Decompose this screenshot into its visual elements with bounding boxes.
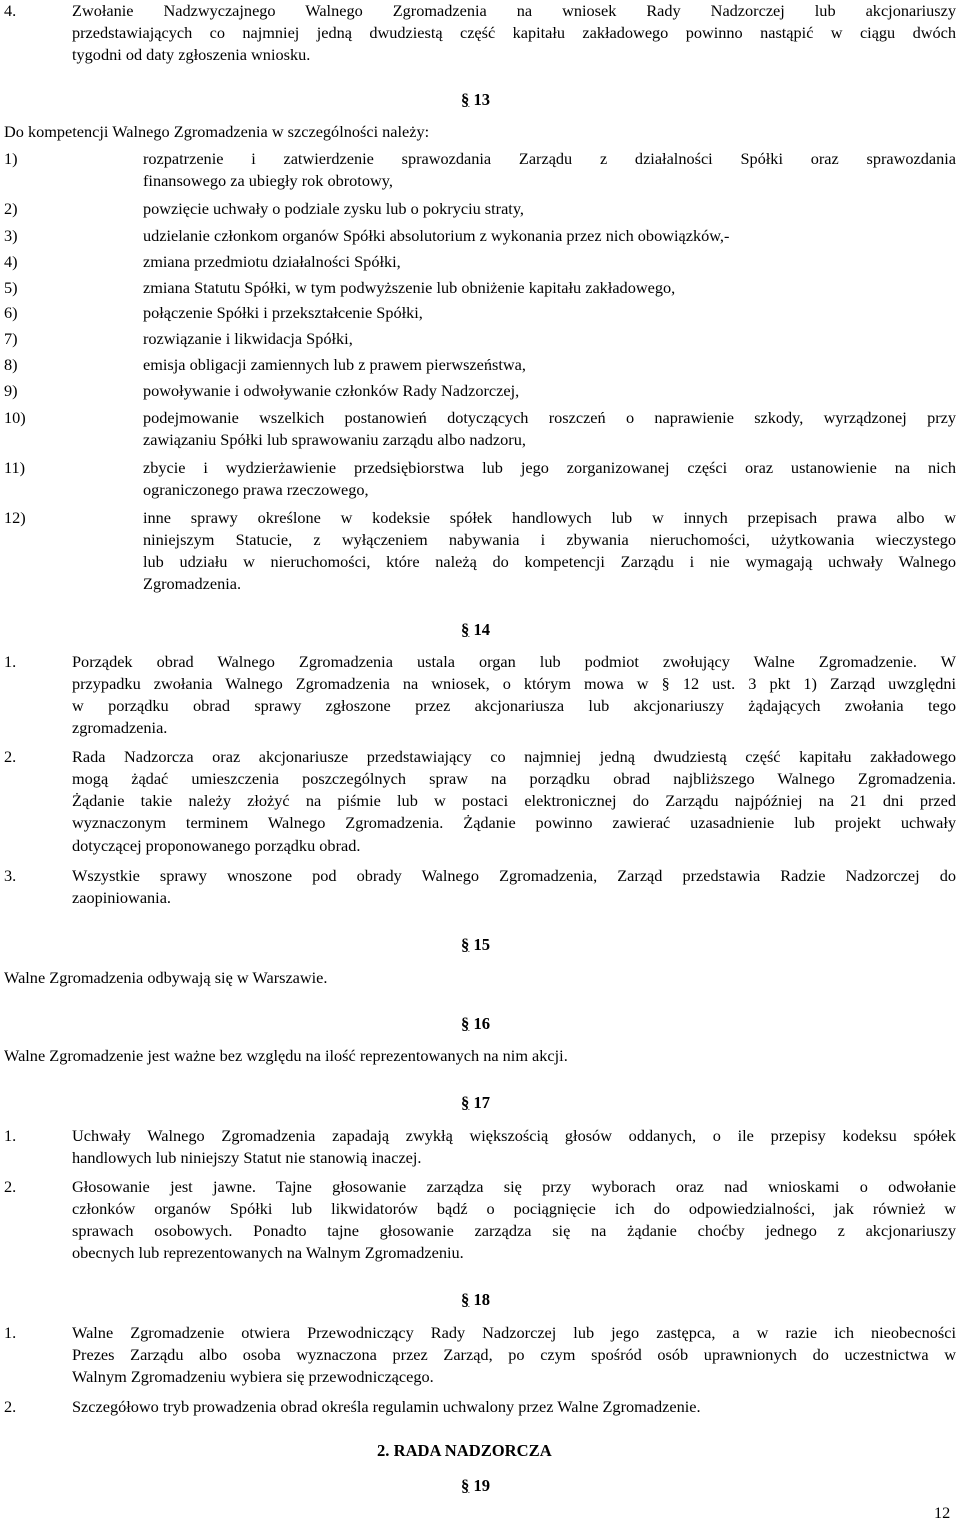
list-line: lub udziału w nieruchomości, które należą do kompetencji Zarządu i nie wymagają uchwały Walnego bbox=[143, 552, 956, 571]
list-line: rozpatrzenie i zatwierdzenie sprawozdania Zarządu z działalności Spółki oraz sprawozdania bbox=[143, 149, 956, 168]
item-line: Walnym Zgromadzeniu wybiera się przewodniczącego. bbox=[72, 1367, 434, 1386]
item-line: przedstawiających co najmniej jedną dwudziestą część kapitału zakładowego powinno nastąpić w ciągu dwóch bbox=[72, 23, 956, 42]
list-number: 2) bbox=[4, 199, 18, 218]
item-number: 2. bbox=[4, 747, 17, 766]
list-line: finansowego za ubiegły rok obrotowy, bbox=[143, 171, 393, 190]
section-heading-18: § 18 bbox=[461, 1290, 491, 1309]
item-line: Zwołanie Nadzwyczajnego Walnego Zgromadzenia na wniosek Rady Nadzorczej lub akcjonariuszy bbox=[72, 1, 956, 20]
item-line: zgromadzenia. bbox=[72, 718, 168, 737]
item-line: wyznaczonym terminem Walnego Zgromadzenia. Żądanie powinno zawierać uzasadnienie lub projekt uchwały bbox=[72, 813, 956, 832]
item-line: Porządek obrad Walnego Zgromadzenia ustala organ lub podmiot zwołujący Walne Zgromadzenie. W bbox=[72, 652, 956, 671]
section-lead: Do kompetencji Walnego Zgromadzenia w szczególności należy: bbox=[4, 122, 430, 141]
list-line: zmiana przedmiotu działalności Spółki, bbox=[143, 252, 401, 271]
item-line: Uchwały Walnego Zgromadzenia zapadają zwykłą większością głosów oddanych, o ile przepisy kodeksu spółek bbox=[72, 1126, 956, 1145]
chapter-heading: 2. RADA NADZORCZA bbox=[377, 1441, 552, 1460]
item-line: Prezes Zarządu albo osoba wyznaczona przez Zarząd, po czym spośród osób uprawnionych do uczestnictwa w bbox=[72, 1345, 956, 1364]
list-number: 6) bbox=[4, 303, 18, 322]
paragraph: Walne Zgromadzenia odbywają się w Warszawie. bbox=[4, 968, 328, 987]
list-number: 8) bbox=[4, 355, 18, 374]
list-line: ograniczonego prawa rzeczowego, bbox=[143, 480, 369, 499]
page-number: 12 bbox=[934, 1503, 951, 1522]
list-number: 9) bbox=[4, 381, 18, 400]
list-line: rozwiązanie i likwidacja Spółki, bbox=[143, 329, 353, 348]
item-number: 3. bbox=[4, 866, 17, 885]
section-heading-16: § 16 bbox=[461, 1014, 491, 1033]
item-line: członków organów Spółki lub likwidatorów bądź o pociągnięcie ich do odpowiedzialności, jak również w bbox=[72, 1199, 956, 1218]
item-line: Żądanie takie należy złożyć na piśmie lub w postaci elektronicznej do Zarządu najpóźniej na 21 dni przed bbox=[72, 791, 956, 810]
list-line: Zgromadzenia. bbox=[143, 574, 242, 593]
item-line: Wszystkie sprawy wnoszone pod obrady Walnego Zgromadzenia, Zarząd przedstawia Radzie Nadzorczej do bbox=[72, 866, 956, 885]
item-number: 4. bbox=[4, 1, 17, 20]
list-line: zawiązaniu Spółki lub sprawowaniu zarządu albo nadzoru, bbox=[143, 430, 526, 449]
list-line: zmiana Statutu Spółki, w tym podwyższenie lub obniżenie kapitału zakładowego, bbox=[143, 278, 676, 297]
item-line: obecnych lub reprezentowanych na Walnym Zgromadzeniu. bbox=[72, 1243, 464, 1262]
item-line: zaopiniowania. bbox=[72, 888, 172, 907]
list-number: 1) bbox=[4, 149, 18, 168]
list-number: 12) bbox=[4, 508, 26, 527]
item-number: 1. bbox=[4, 652, 17, 671]
item-line: mogą żądać umieszczenia poszczególnych spraw na porządku obrad najbliższego Walnego Zgromadzenia. bbox=[72, 769, 956, 788]
item-number: 1. bbox=[4, 1126, 17, 1145]
list-number: 11) bbox=[4, 458, 26, 477]
item-line: Głosowanie jest jawne. Tajne głosowanie zarządza się przy wyborach oraz nad wnioskami o odwołanie bbox=[72, 1177, 956, 1196]
section-heading-14: § 14 bbox=[461, 620, 491, 639]
item-line: Szczegółowo tryb prowadzenia obrad określa regulamin uchwalony przez Walne Zgromadzenie. bbox=[72, 1397, 701, 1416]
section-heading-19: § 19 bbox=[461, 1476, 491, 1495]
item-line: tygodni od daty zgłoszenia wniosku. bbox=[72, 45, 311, 64]
list-line: inne sprawy określone w kodeksie spółek handlowych lub w innych przepisach prawa albo w bbox=[143, 508, 956, 527]
item-line: Walne Zgromadzenie otwiera Przewodniczący Rady Nadzorczej lub jego zastępca, a w razie ich nieobecności bbox=[72, 1323, 956, 1342]
list-number: 3) bbox=[4, 226, 18, 245]
list-number: 5) bbox=[4, 278, 18, 297]
section-heading-13: § 13 bbox=[461, 90, 491, 109]
list-line: powoływanie i odwoływanie członków Rady Nadzorczej, bbox=[143, 381, 520, 400]
list-number: 4) bbox=[4, 252, 18, 271]
item-line: dotyczącej proponowanego porządku obrad. bbox=[72, 836, 361, 855]
item-line: w porządku obrad sprawy zgłoszone przez akcjonariusza lub akcjonariuszy żądających zwołania tego bbox=[72, 696, 956, 715]
list-line: połączenie Spółki i przekształcenie Spółki, bbox=[143, 303, 423, 322]
list-line: podejmowanie wszelkich postanowień dotyczących roszczeń o naprawienie szkody, wyrządzonej przy bbox=[143, 408, 956, 427]
item-line: handlowych lub niniejszy Statut nie stanowią inaczej. bbox=[72, 1148, 422, 1167]
list-number: 7) bbox=[4, 329, 18, 348]
item-number: 2. bbox=[4, 1177, 17, 1196]
item-line: przypadku zwołania Walnego Zgromadzenia na wniosek, o którym mowa w § 12 ust. 3 pkt 1) Zarząd uwzględni bbox=[72, 674, 956, 693]
list-number: 10) bbox=[4, 408, 26, 427]
list-line: powzięcie uchwały o podziale zysku lub o pokryciu straty, bbox=[143, 199, 524, 218]
item-line: Rada Nadzorcza oraz akcjonariusze przedstawiający co najmniej jedną dwudziestą część kapitału zakładowego bbox=[72, 747, 956, 766]
item-number: 2. bbox=[4, 1397, 17, 1416]
section-heading-17: § 17 bbox=[461, 1093, 491, 1112]
list-line: zbycie i wydzierżawienie przedsiębiorstwa lub jego zorganizowanej części oraz ustanowienie na nich bbox=[143, 458, 956, 477]
list-line: udzielanie członkom organów Spółki absolutorium z wykonania przez nich obowiązków,- bbox=[143, 226, 730, 245]
item-line: sprawach osobowych. Ponadto tajne głosowanie zarządza się na żądanie choćby jednego z akcjonariuszy bbox=[72, 1221, 956, 1240]
list-line: niniejszym Statucie, z wyłączeniem nabywania i zbywania nieruchomości, użytkowania wieczystego bbox=[143, 530, 956, 549]
section-heading-15: § 15 bbox=[461, 935, 491, 954]
item-number: 1. bbox=[4, 1323, 17, 1342]
paragraph: Walne Zgromadzenie jest ważne bez względu na ilość reprezentowanych na nim akcji. bbox=[4, 1046, 568, 1065]
list-line: emisja obligacji zamiennych lub z prawem pierwszeństwa, bbox=[143, 355, 526, 374]
